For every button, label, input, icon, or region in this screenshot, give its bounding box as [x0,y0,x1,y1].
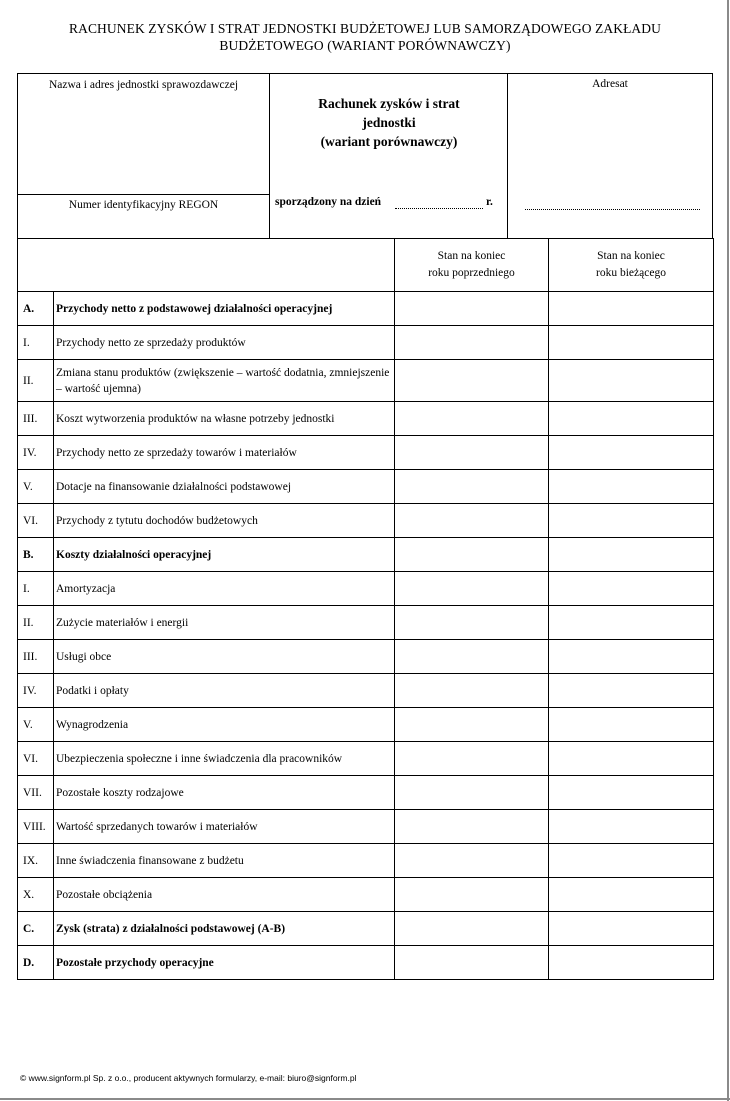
table-row [18,810,714,844]
column-header-curr-line1: Stan na koniec [597,250,665,262]
report-title-line1: Rachunek zysków i strat [318,96,460,111]
value-prev-year[interactable] [395,572,549,606]
entity-name-field[interactable] [18,78,269,193]
report-title-line3: (wariant porównawczy) [320,134,458,149]
row-description: Przychody netto ze sprzedaży produktów [54,326,395,360]
page-edge-right [727,0,729,1101]
table-row [18,538,714,572]
row-description: Wartość sprzedanych towarów i materiałów [54,810,395,844]
row-description: Ubezpieczenia społeczne i inne świadczenia dla pracowników [54,742,395,776]
row-number: III. [18,640,54,674]
row-description: Pozostałe obciążenia [54,878,395,912]
value-prev-year[interactable] [395,640,549,674]
value-current-year[interactable] [549,470,714,504]
value-prev-year[interactable] [395,912,549,946]
value-prev-year[interactable] [395,674,549,708]
table-row [18,674,714,708]
row-number: V. [18,470,54,504]
value-prev-year[interactable] [395,292,549,326]
row-number: B. [18,538,54,572]
value-current-year[interactable] [549,436,714,470]
row-number: II. [18,360,54,402]
table-row [18,470,714,504]
year-suffix: r. [486,196,493,208]
table-row [18,742,714,776]
table-row [18,708,714,742]
report-title [270,94,508,151]
row-description: Podatki i opłaty [54,674,395,708]
row-description: Przychody netto z podstawowej działalności operacyjnej [54,292,395,326]
value-prev-year[interactable] [395,776,549,810]
column-header-prev-year [395,239,549,292]
date-label: sporządzony na dzień [275,196,382,208]
column-header-current-year [549,239,714,292]
row-description: Koszt wytworzenia produktów na własne potrzeby jednostki [54,402,395,436]
table-row [18,640,714,674]
row-number: IX. [18,844,54,878]
value-current-year[interactable] [549,742,714,776]
table-header-row [18,239,714,292]
value-prev-year[interactable] [395,606,549,640]
document-title-line1: RACHUNEK ZYSKÓW I STRAT JEDNOSTKI BUDŻETOWEJ LUB SAMORZĄDOWEGO ZAKŁADU [69,21,661,36]
table-row [18,776,714,810]
value-current-year[interactable] [549,674,714,708]
document-title-line2: BUDŻETOWEGO (WARIANT PORÓWNAWCZY) [219,38,511,53]
value-prev-year[interactable] [395,360,549,402]
addressee-label: Adresat [592,78,628,90]
value-prev-year[interactable] [395,810,549,844]
row-number: C. [18,912,54,946]
row-description: Koszty działalności operacyjnej [54,538,395,572]
column-header-prev-line1: Stan na koniec [437,250,506,262]
row-number: D. [18,946,54,980]
value-current-year[interactable] [549,708,714,742]
table-row [18,402,714,436]
row-number: VII. [18,776,54,810]
date-input[interactable] [395,208,483,209]
value-current-year[interactable] [549,292,714,326]
row-description: Dotacje na finansowanie działalności podstawowej [54,470,395,504]
table-row [18,292,714,326]
row-number: X. [18,878,54,912]
column-header-curr-line2: roku bieżącego [596,267,666,279]
header-divider-regon [17,194,270,195]
row-number: I. [18,326,54,360]
value-current-year[interactable] [549,572,714,606]
row-description: Zużycie materiałów i energii [54,606,395,640]
value-current-year[interactable] [549,326,714,360]
value-current-year[interactable] [549,844,714,878]
value-prev-year[interactable] [395,470,549,504]
table-row [18,844,714,878]
document-title [20,20,710,54]
value-current-year[interactable] [549,878,714,912]
addressee-input[interactable] [525,209,700,210]
value-prev-year[interactable] [395,878,549,912]
row-description: Pozostałe przychody operacyjne [54,946,395,980]
row-description: Inne świadczenia finansowane z budżetu [54,844,395,878]
row-description: Zysk (strata) z działalności podstawowej (A-B) [54,912,395,946]
value-current-year[interactable] [549,504,714,538]
row-description: Usługi obce [54,640,395,674]
row-number: VIII. [18,810,54,844]
entity-name-label: Nazwa i adres jednostki sprawozdawczej [48,79,239,91]
table-row [18,436,714,470]
value-prev-year[interactable] [395,326,549,360]
table-row [18,606,714,640]
row-number: V. [18,708,54,742]
table-row [18,912,714,946]
footer-copyright: © www.signform.pl Sp. z o.o., producent aktywnych formularzy, e-mail: biuro@signform.pl [20,1073,357,1083]
row-number: IV. [18,436,54,470]
table-row [18,326,714,360]
value-current-year[interactable] [549,912,714,946]
value-current-year[interactable] [549,810,714,844]
value-current-year[interactable] [549,360,714,402]
row-number: IV. [18,674,54,708]
value-prev-year[interactable] [395,538,549,572]
column-header-prev-line2: roku poprzedniego [428,267,515,279]
row-description: Pozostałe koszty rodzajowe [54,776,395,810]
value-prev-year[interactable] [395,436,549,470]
row-number: II. [18,606,54,640]
regon-label: Numer identyfikacyjny REGON [68,199,219,211]
row-number: A. [18,292,54,326]
value-current-year[interactable] [549,606,714,640]
value-current-year[interactable] [549,402,714,436]
row-description: Zmiana stanu produktów (zwiększenie – wartość dodatnia, zmniejszenie – wartość ujemna) [54,360,395,402]
row-number: I. [18,572,54,606]
value-current-year[interactable] [549,776,714,810]
table-row [18,504,714,538]
value-prev-year[interactable] [395,504,549,538]
value-current-year[interactable] [549,640,714,674]
value-prev-year[interactable] [395,708,549,742]
value-current-year[interactable] [549,946,714,980]
row-description: Przychody netto ze sprzedaży towarów i materiałów [54,436,395,470]
row-description: Wynagrodzenia [54,708,395,742]
value-prev-year[interactable] [395,844,549,878]
page-edge-bottom [0,1098,730,1100]
row-description: Amortyzacja [54,572,395,606]
table-row [18,572,714,606]
table-row [18,878,714,912]
value-current-year[interactable] [549,538,714,572]
table-row [18,360,714,402]
income-statement-table [17,238,714,980]
value-prev-year[interactable] [395,402,549,436]
value-prev-year[interactable] [395,742,549,776]
row-number: VI. [18,742,54,776]
table-row [18,946,714,980]
regon-field[interactable] [18,198,269,237]
row-number: VI. [18,504,54,538]
header-blank-cell [18,239,395,292]
report-title-line2: jednostki [362,115,416,130]
value-prev-year[interactable] [395,946,549,980]
row-number: III. [18,402,54,436]
row-description: Przychody z tytutu dochodów budżetowych [54,504,395,538]
